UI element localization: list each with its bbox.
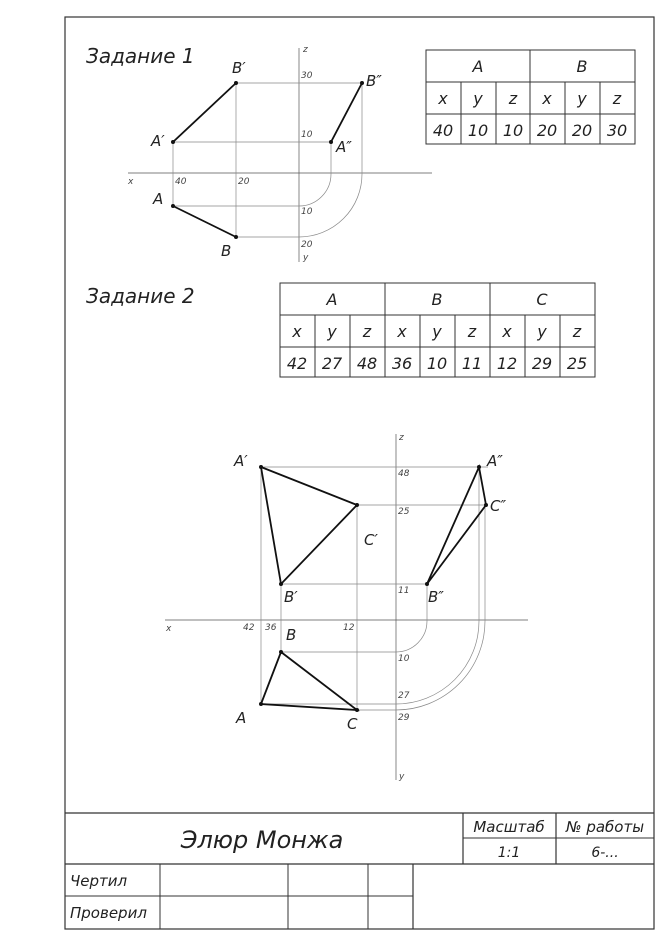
task2-header-cell: x xyxy=(397,322,407,341)
task1-value-cell: 30 xyxy=(606,121,628,140)
sheet-frame xyxy=(65,17,654,929)
task1-value-cell: 20 xyxy=(571,121,593,140)
task1-value-cell: 20 xyxy=(536,121,558,140)
task1-tick: 20 xyxy=(238,177,250,187)
task2-point-b-side: B″ xyxy=(428,588,444,606)
task1-tick: 30 xyxy=(301,71,313,81)
task2-triangle-top xyxy=(261,652,357,710)
task1-point-a-side: A″ xyxy=(336,138,352,156)
task2-value-cell: 11 xyxy=(461,354,483,373)
task2-value-cell: 29 xyxy=(531,354,553,373)
scale-value: 1:1 xyxy=(497,845,521,861)
task1-point-b-top: B xyxy=(221,242,232,260)
task1-value-cell: 10 xyxy=(502,121,524,140)
task1-header-cell: z xyxy=(612,89,622,108)
task1-value-cell: 10 xyxy=(467,121,489,140)
checked-by-label: Проверил xyxy=(70,904,147,922)
task2-point-c-side: C″ xyxy=(490,497,507,515)
task2-epure xyxy=(165,433,528,782)
task2-tick: 12 xyxy=(343,623,355,633)
task1-header-cell: y xyxy=(577,89,587,108)
task2-point-b-top: B xyxy=(286,626,297,644)
task1-point-a-top: A xyxy=(153,190,164,208)
task1-group-a: A xyxy=(472,57,484,76)
task2-tick: 48 xyxy=(398,469,410,479)
task1-tick: 10 xyxy=(301,207,313,217)
scale-label: Масштаб xyxy=(473,818,545,836)
task2-tick: 11 xyxy=(398,586,410,596)
task1-group-b: B xyxy=(576,57,588,76)
task2-tick: 25 xyxy=(398,507,410,517)
task1-header-cell: y xyxy=(473,89,483,108)
task2-tick: 29 xyxy=(398,713,410,723)
task2-header-cell: z xyxy=(467,322,477,341)
task2-value-cell: 48 xyxy=(356,354,378,373)
task2-header-cell: x xyxy=(502,322,512,341)
task2-triangle-front xyxy=(261,467,357,584)
task1-segment-top xyxy=(173,206,236,237)
task1-y-axis-label: y xyxy=(303,253,309,263)
task2-triangle-side xyxy=(427,467,486,584)
task1-point-b-side: B″ xyxy=(366,72,382,90)
task2-header-cell: z xyxy=(362,322,372,341)
task2-value-cell: 42 xyxy=(286,354,308,373)
task2-point-a-front: A′ xyxy=(234,452,248,470)
task1-heading: Задание 1 xyxy=(86,44,195,68)
task2-tick: 42 xyxy=(243,623,255,633)
task2-value-cell: 25 xyxy=(566,354,588,373)
task2-heading: Задание 2 xyxy=(86,284,195,308)
task2-point-c-front: C′ xyxy=(364,531,378,549)
task2-point-a-top: A xyxy=(236,709,247,727)
task2-value-cell: 27 xyxy=(321,354,343,373)
task2-point-a-side: A″ xyxy=(487,452,503,470)
task2-point-c-top: C xyxy=(347,715,358,733)
task2-header-cell: y xyxy=(537,322,547,341)
title-block xyxy=(65,813,654,929)
task2-header-cell: y xyxy=(432,322,442,341)
task1-point-a-front: A′ xyxy=(151,132,165,150)
task2-value-cell: 10 xyxy=(426,354,448,373)
task1-tick: 10 xyxy=(301,130,313,140)
work-number-label: № работы xyxy=(565,818,645,836)
task1-tick: 20 xyxy=(301,240,313,250)
task1-header-cell: x xyxy=(542,89,552,108)
task2-header-cell: x xyxy=(292,322,302,341)
task1-table xyxy=(426,50,635,144)
task2-y-axis-label: y xyxy=(399,772,405,782)
drawing-title: Элюр Монжа xyxy=(180,826,344,854)
work-number-value: 6-... xyxy=(591,845,619,861)
task1-segment-side xyxy=(331,83,362,142)
task1-point-b-front: B′ xyxy=(232,59,246,77)
task1-value-cell: 40 xyxy=(432,121,454,140)
task2-group-b: B xyxy=(431,290,443,309)
task2-tick: 27 xyxy=(398,691,410,701)
task2-point-b-front: B′ xyxy=(284,588,298,606)
task1-z-axis-label: z xyxy=(303,45,308,55)
task2-group-a: A xyxy=(326,290,338,309)
task2-z-axis-label: z xyxy=(399,433,404,443)
task1-x-axis-label: x xyxy=(128,177,134,187)
task2-x-axis-label: x xyxy=(166,624,172,634)
task1-tick: 40 xyxy=(175,177,187,187)
task2-group-c: C xyxy=(536,290,548,309)
task2-header-cell: z xyxy=(572,322,582,341)
task1-header-cell: z xyxy=(508,89,518,108)
task1-epure xyxy=(127,45,432,263)
task2-tick: 10 xyxy=(398,654,410,664)
drawn-by-label: Чертил xyxy=(70,872,128,890)
task2-value-cell: 36 xyxy=(391,354,413,373)
task2-table xyxy=(280,283,595,377)
task2-tick: 36 xyxy=(265,623,277,633)
task1-header-cell: x xyxy=(438,89,448,108)
task1-segment-front xyxy=(173,83,236,142)
task2-value-cell: 12 xyxy=(496,354,518,373)
task2-header-cell: y xyxy=(327,322,337,341)
